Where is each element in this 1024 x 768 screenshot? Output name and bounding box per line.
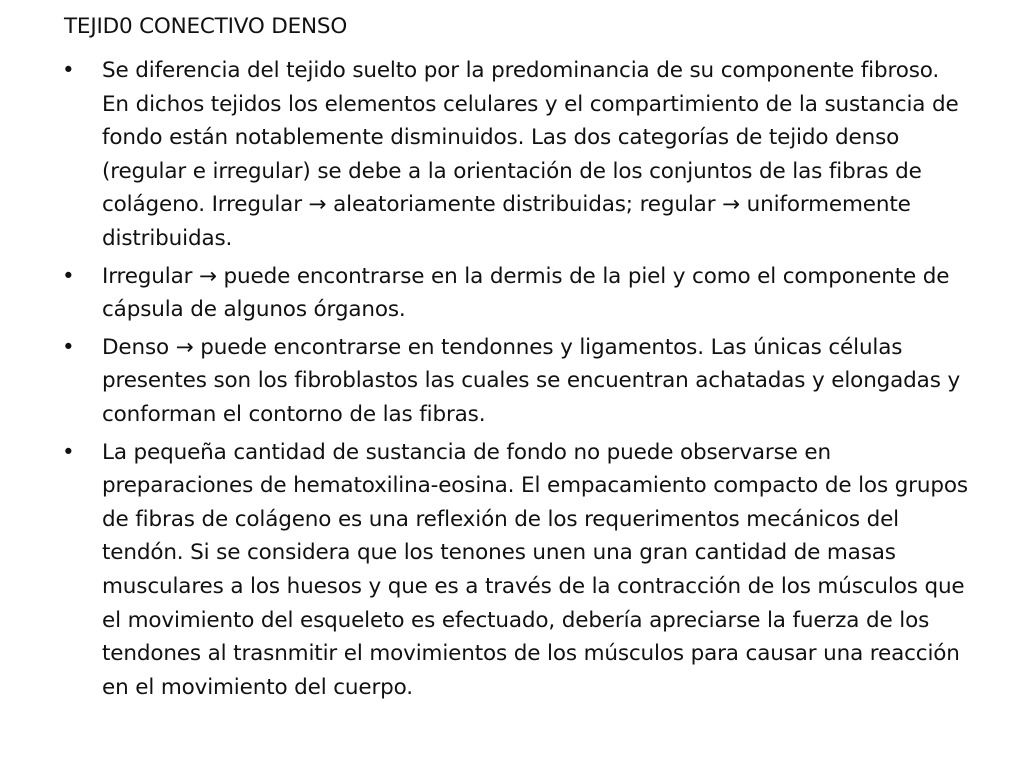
bullet-text: Se diferencia del tejido suelto por la predominancia de su componente fibroso. En dichos tejidos los elementos celulares y el compartimiento de la sustancia de fondo están notablemente disminuidos. Las dos categorías de tejido denso (regular e irregular) se debe a la orientación de los conjuntos de las fibras de colágeno. Irregular → aleatoriamente distribuidas; regular → uniformemente distribuidas. xyxy=(102,58,959,251)
bullet-list xyxy=(62,54,968,708)
bullet-icon: • xyxy=(62,58,75,83)
bullet-text: La pequeña cantidad de sustancia de fondo no puede observarse en preparaciones de hematoxilina-eosina. El empacamiento compacto de los grupos de fibras de colágeno es una reflexión de los requerimentos mecánicos del tendón. Si se considera que los tenones unen una gran cantidad de masas musculares a los huesos y que es a través de la contracción de los músculos que el movimiento del esqueleto es efectuado, debería apreciarse la fuerza de los tendones al trasnmitir el movimientos de los músculos para causar una reacción en el movimiento del cuerpo. xyxy=(102,439,968,700)
bullet-item xyxy=(62,331,968,432)
bullet-icon: • xyxy=(62,334,75,360)
slide-title: TEJID0 CONECTIVO DENSO xyxy=(64,14,348,39)
bullet-icon: • xyxy=(62,263,75,289)
bullet-text: Denso → puede encontrarse en tendonnes y ligamentos. Las únicas células presentes son los fibroblastos las cuales se encuentran achatadas y elongadas y conforman el contorno de las fibras. xyxy=(102,334,961,427)
bullet-item xyxy=(62,436,968,705)
bullet-item xyxy=(62,54,968,256)
bullet-item xyxy=(62,260,968,327)
bullet-text: Irregular → puede encontrarse en la dermis de la piel y como el componente de cápsula de algunos órganos. xyxy=(102,263,950,323)
bullet-icon: • xyxy=(62,439,75,465)
